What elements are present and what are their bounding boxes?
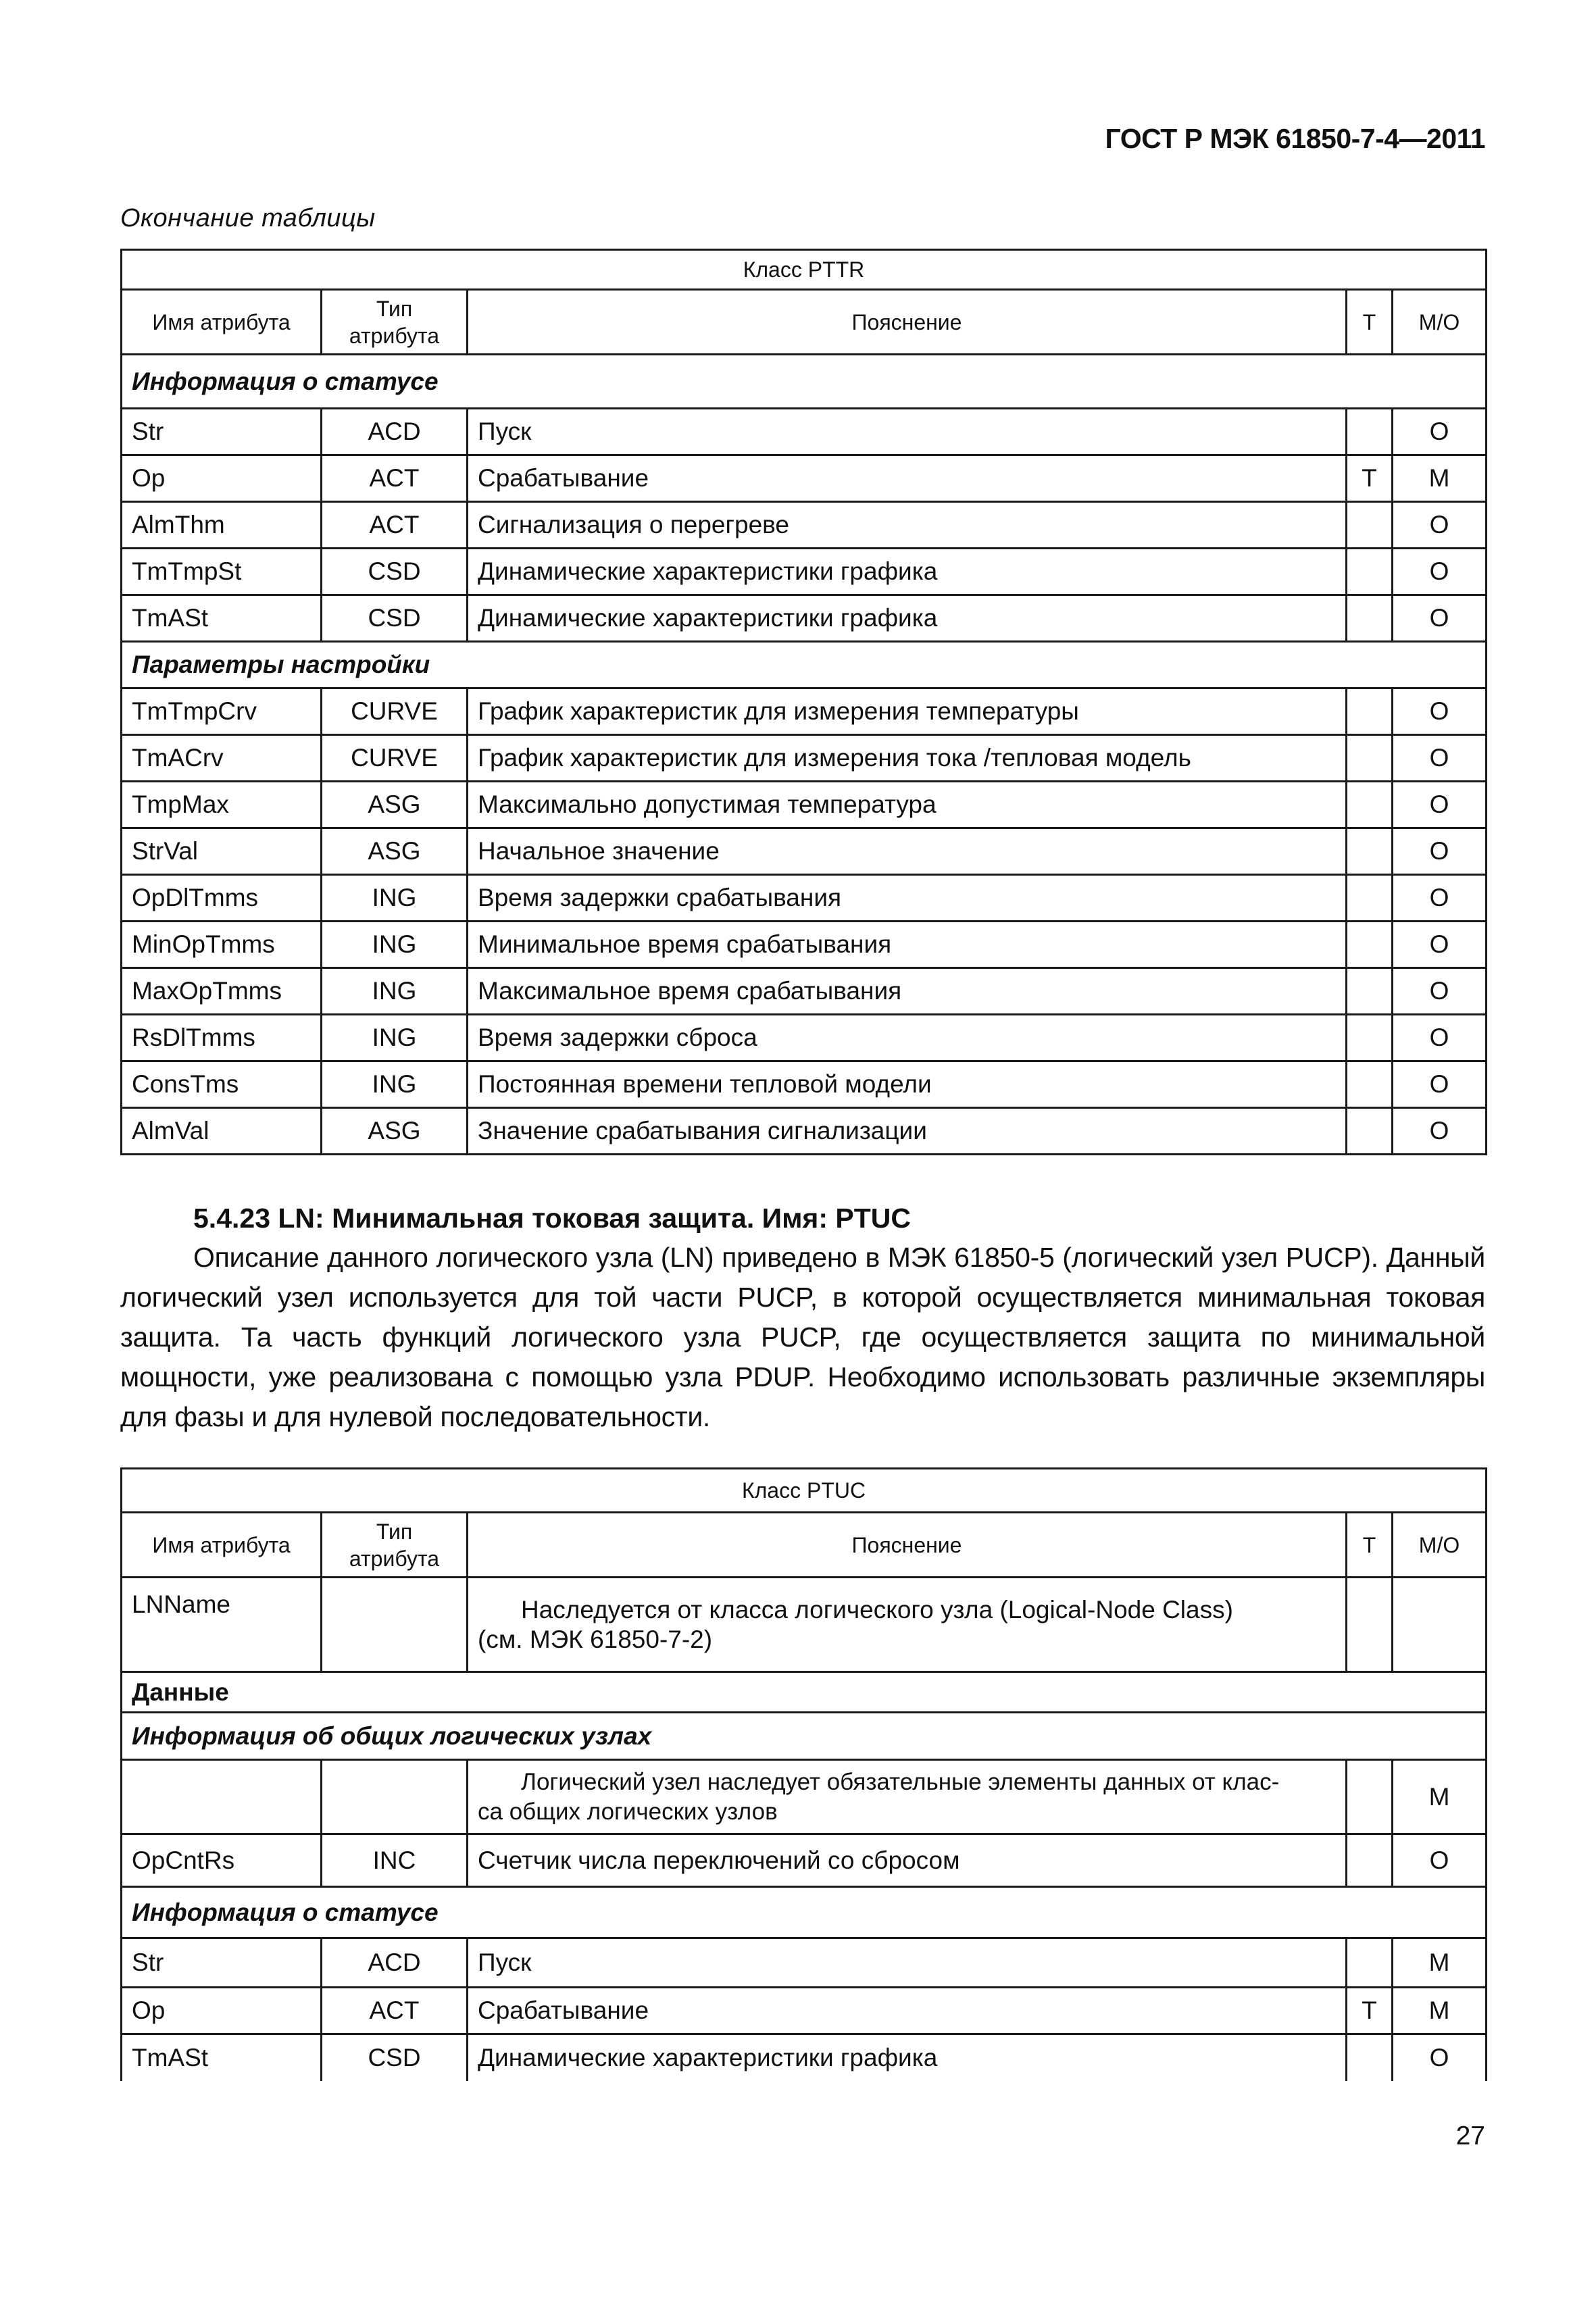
attr-desc: График характеристик для измерения тока /тепловая модель: [468, 735, 1347, 782]
attr-type: ACT: [322, 1988, 468, 2034]
attr-t: [1347, 922, 1393, 968]
attr-desc: Постоянная времени тепловой модели: [468, 1061, 1347, 1108]
attr-t: [1347, 1760, 1393, 1834]
section-title: Данные: [122, 1672, 1487, 1713]
column-header-type: Тип атрибута: [322, 290, 468, 355]
attr-desc: Пуск: [468, 409, 1347, 455]
attr-mo: O: [1393, 875, 1487, 922]
attr-name: AlmVal: [122, 1108, 322, 1155]
attr-type: CSD: [322, 595, 468, 642]
attr-desc: Сигнализация о перегреве: [468, 502, 1347, 549]
attr-t: [1347, 828, 1393, 875]
column-header-mo: М/О: [1393, 1513, 1487, 1578]
column-header-t: T: [1347, 1513, 1393, 1578]
attr-type: CSD: [322, 2034, 468, 2081]
attr-desc-line: (см. МЭК 61850-7-2): [478, 1625, 713, 1653]
paragraph-text: Описание данного логического узла (LN) приведено в МЭК 61850-5 (логический узел PUCP). Данный логический узел используется для той части PUCP, в которой осуществляется минимальная токовая защита. Та часть функций логического узла PUCP, где осуществляется защита по минимальной мощности, уже реализована с помощью узла PDUP. Необходимо использовать различные экземпляры для фазы и для нулевой последовательности.: [120, 1242, 1485, 1432]
class-title: Класс PTTR: [122, 250, 1487, 290]
attr-type: CURVE: [322, 735, 468, 782]
section-title: Информация о статусе: [122, 355, 1487, 409]
attr-name: TmACrv: [122, 735, 322, 782]
attr-desc-line: Логический узел наследует обязательные элементы данных от клас-: [521, 1768, 1280, 1795]
table-row: [122, 828, 1487, 875]
column-header-type: Тип атрибута: [322, 1513, 468, 1578]
attr-name: Op: [122, 455, 322, 502]
table-row: [122, 735, 1487, 782]
attr-name: TmTmpCrv: [122, 688, 322, 735]
section-title: Параметры настройки: [122, 642, 1487, 688]
attr-t: [1347, 735, 1393, 782]
attr-desc: Динамические характеристики графика: [468, 549, 1347, 595]
attr-t: [1347, 502, 1393, 549]
table-row: [122, 595, 1487, 642]
attr-t: [1347, 1578, 1393, 1672]
attr-mo: M: [1393, 1938, 1487, 1988]
attr-name: OpCntRs: [122, 1834, 322, 1887]
attr-t: [1347, 549, 1393, 595]
section-row-common: [122, 1713, 1487, 1760]
column-header-t: T: [1347, 290, 1393, 355]
attr-name: StrVal: [122, 828, 322, 875]
attr-name: TmpMax: [122, 782, 322, 828]
attr-desc: Время задержки сброса: [468, 1015, 1347, 1061]
table-row: [122, 455, 1487, 502]
attr-name: Str: [122, 1938, 322, 1988]
attr-name: [122, 1760, 322, 1834]
column-header-desc: Пояснение: [468, 290, 1347, 355]
class-title: Класс PTUC: [122, 1469, 1487, 1513]
table-row: [122, 688, 1487, 735]
attr-t: [1347, 1108, 1393, 1155]
attr-type: ASG: [322, 828, 468, 875]
attr-t: [1347, 1015, 1393, 1061]
attr-desc-line: Наследуется от класса логического узла (Logical-Node Class): [521, 1595, 1233, 1624]
attr-t: [1347, 1061, 1393, 1108]
table-class-title-row: [122, 250, 1487, 290]
attr-t: [1347, 2034, 1393, 2081]
attr-mo: O: [1393, 549, 1487, 595]
attr-desc: Значение срабатывания сигнализации: [468, 1108, 1347, 1155]
attr-type: ACT: [322, 502, 468, 549]
attr-type: CSD: [322, 549, 468, 595]
table-row: [122, 549, 1487, 595]
attr-name: LNName: [122, 1578, 322, 1672]
attr-mo: O: [1393, 735, 1487, 782]
attr-mo: O: [1393, 409, 1487, 455]
attr-type: ING: [322, 1061, 468, 1108]
page-number: 27: [1455, 2121, 1485, 2150]
section-paragraph: [120, 1238, 1485, 1437]
table-continuation-caption: Окончание таблицы: [120, 204, 376, 232]
section-row-settings: [122, 642, 1487, 688]
attr-desc: Пуск: [468, 1938, 1347, 1988]
attr-type: ASG: [322, 782, 468, 828]
attr-type: ACD: [322, 409, 468, 455]
attr-type: [322, 1578, 468, 1672]
attr-name: OpDlTmms: [122, 875, 322, 922]
attr-desc: Максимально допустимая температура: [468, 782, 1347, 828]
attr-mo: O: [1393, 688, 1487, 735]
table-row: [122, 1578, 1487, 1672]
attr-type: ASG: [322, 1108, 468, 1155]
column-header-mo: М/О: [1393, 290, 1487, 355]
attr-type: [322, 1760, 468, 1834]
attr-type: ING: [322, 1015, 468, 1061]
table-row: [122, 782, 1487, 828]
attr-name: AlmThm: [122, 502, 322, 549]
section-title: Информация о статусе: [122, 1887, 1487, 1938]
section-heading: 5.4.23 LN: Минимальная токовая защита. Имя: PTUC: [193, 1203, 911, 1234]
attr-mo: O: [1393, 502, 1487, 549]
attr-mo: O: [1393, 1108, 1487, 1155]
column-header-desc: Пояснение: [468, 1513, 1347, 1578]
attr-t: [1347, 1938, 1393, 1988]
attr-mo: O: [1393, 828, 1487, 875]
attr-desc: Счетчик числа переключений со сбросом: [468, 1834, 1347, 1887]
table-row: [122, 1061, 1487, 1108]
column-header-name: Имя атрибута: [122, 290, 322, 355]
table-row: [122, 409, 1487, 455]
section-row-status: [122, 355, 1487, 409]
attr-type: ING: [322, 968, 468, 1015]
attr-desc-line: са общих логических узлов: [478, 1798, 778, 1825]
attr-name: RsDlTmms: [122, 1015, 322, 1061]
attr-name: TmASt: [122, 595, 322, 642]
attr-desc: Максимальное время срабатывания: [468, 968, 1347, 1015]
document-id: ГОСТ Р МЭК 61850-7-4—2011: [1105, 123, 1485, 154]
table-row: [122, 502, 1487, 549]
attr-desc: Минимальное время срабатывания: [468, 922, 1347, 968]
attr-desc: Динамические характеристики графика: [468, 595, 1347, 642]
attr-t: [1347, 688, 1393, 735]
attr-type: CURVE: [322, 688, 468, 735]
attr-desc: Срабатывание: [468, 1988, 1347, 2034]
attr-t: T: [1347, 1988, 1393, 2034]
table-row: [122, 1015, 1487, 1061]
column-header-row: [122, 290, 1487, 355]
attr-mo: O: [1393, 1015, 1487, 1061]
attr-name: MaxOpTmms: [122, 968, 322, 1015]
attr-name: MinOpTmms: [122, 922, 322, 968]
attr-mo: O: [1393, 968, 1487, 1015]
attr-mo: [1393, 1578, 1487, 1672]
table-row: [122, 1108, 1487, 1155]
attr-mo: M: [1393, 1988, 1487, 2034]
attr-t: [1347, 409, 1393, 455]
table-row: [122, 1760, 1487, 1834]
table-row: [122, 1938, 1487, 1988]
table-row: [122, 1834, 1487, 1887]
attr-type: ACT: [322, 455, 468, 502]
attr-type: ACD: [322, 1938, 468, 1988]
attr-mo: O: [1393, 1061, 1487, 1108]
attr-t: T: [1347, 455, 1393, 502]
attr-type: ING: [322, 922, 468, 968]
attr-name: Op: [122, 1988, 322, 2034]
attr-type: ING: [322, 875, 468, 922]
attr-desc: График характеристик для измерения температуры: [468, 688, 1347, 735]
section-row-data: [122, 1672, 1487, 1713]
attr-mo: O: [1393, 922, 1487, 968]
attr-mo: M: [1393, 455, 1487, 502]
attr-t: [1347, 875, 1393, 922]
attr-mo: O: [1393, 782, 1487, 828]
attr-name: TmASt: [122, 2034, 322, 2081]
column-header-name: Имя атрибута: [122, 1513, 322, 1578]
attr-desc: [468, 1578, 1347, 1672]
table-class-title-row: [122, 1469, 1487, 1513]
ptuc-table: [120, 1467, 1487, 2081]
pttr-table: [120, 249, 1487, 1155]
attr-mo: O: [1393, 2034, 1487, 2081]
attr-desc: [468, 1760, 1347, 1834]
attr-name: Str: [122, 409, 322, 455]
attr-t: [1347, 1834, 1393, 1887]
section-title: Информация об общих логических узлах: [122, 1713, 1487, 1760]
attr-desc: Динамические характеристики графика: [468, 2034, 1347, 2081]
table-row: [122, 922, 1487, 968]
attr-t: [1347, 968, 1393, 1015]
table-row: [122, 2034, 1487, 2081]
attr-name: ConsTms: [122, 1061, 322, 1108]
attr-type: INC: [322, 1834, 468, 1887]
attr-mo: M: [1393, 1760, 1487, 1834]
attr-desc: Срабатывание: [468, 455, 1347, 502]
table-row: [122, 968, 1487, 1015]
attr-t: [1347, 782, 1393, 828]
attr-mo: O: [1393, 1834, 1487, 1887]
attr-desc: Время задержки срабатывания: [468, 875, 1347, 922]
column-header-row: [122, 1513, 1487, 1578]
attr-t: [1347, 595, 1393, 642]
attr-desc: Начальное значение: [468, 828, 1347, 875]
section-row-status: [122, 1887, 1487, 1938]
attr-mo: O: [1393, 595, 1487, 642]
table-row: [122, 875, 1487, 922]
table-row: [122, 1988, 1487, 2034]
attr-name: TmTmpSt: [122, 549, 322, 595]
